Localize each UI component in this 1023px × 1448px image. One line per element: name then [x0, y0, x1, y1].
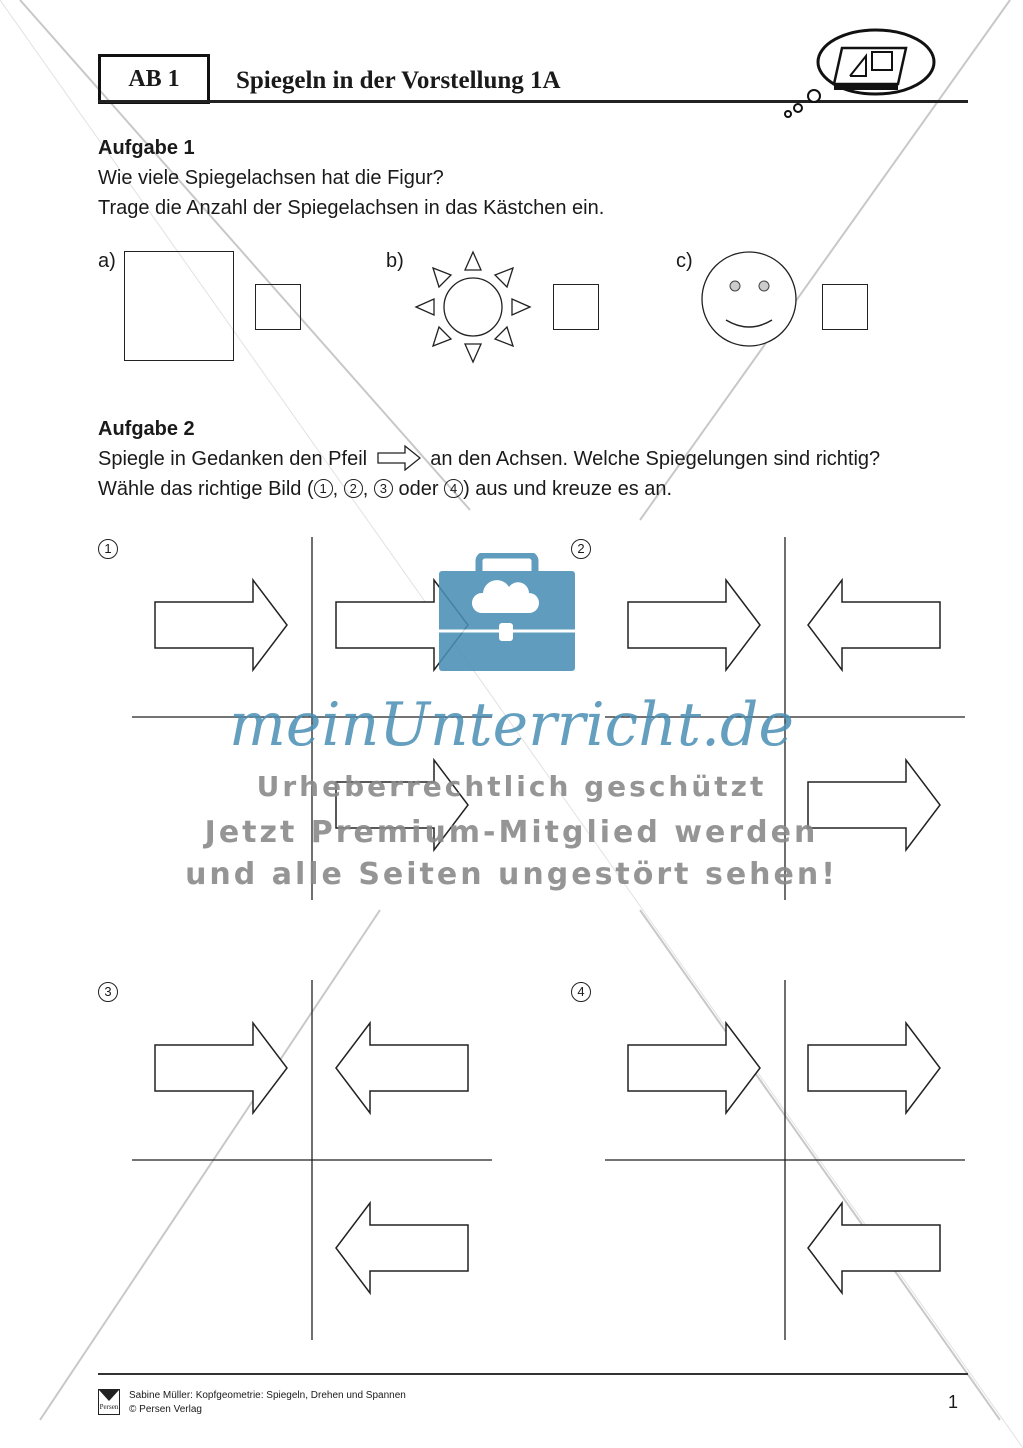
footer-rule	[98, 1373, 968, 1375]
task1-line2: Trage die Anzahl der Spiegelachsen in das Kästchen ein.	[98, 197, 605, 219]
label-a: a)	[98, 250, 116, 272]
label-b: b)	[386, 250, 404, 272]
diagram-4	[605, 980, 965, 1340]
publisher-logo	[98, 1389, 120, 1415]
diagram-num-2[interactable]: 2	[571, 539, 591, 559]
watermark-line1: Urheberrechtlich geschützt	[256, 770, 767, 803]
worksheet-badge: AB 1	[98, 54, 210, 104]
or-word: oder	[398, 478, 439, 500]
label-c: c)	[676, 250, 693, 272]
footer-line1: Sabine Müller: Kopfgeometrie: Spiegeln, Drehen und Spannen	[129, 1390, 406, 1401]
logo-text: Persen	[99, 1403, 119, 1411]
page-title: Spiegeln in der Vorstellung 1A	[236, 67, 561, 94]
page-number: 1	[948, 1392, 959, 1412]
footer-line2: © Persen Verlag	[129, 1404, 202, 1415]
watermark-line3: und alle Seiten ungestört sehen!	[185, 857, 838, 892]
sep: ,	[332, 478, 339, 500]
task1-line1: Wie viele Spiegelachsen hat die Figur?	[98, 167, 444, 189]
task1-heading: Aufgabe 1	[98, 137, 195, 159]
briefcase-cloud-icon	[437, 553, 577, 673]
task2-line2-end: ) aus und kreuze es an.	[463, 478, 673, 500]
watermark-line2: Jetzt Premium-Mitglied werden	[204, 815, 819, 850]
sep: ,	[362, 478, 369, 500]
diagram-3	[132, 980, 492, 1340]
logo-mark-icon	[99, 1390, 119, 1402]
diagram-num-3[interactable]: 3	[98, 982, 118, 1002]
diagram-num-1[interactable]: 1	[98, 539, 118, 559]
inline-num-2: 2	[344, 479, 363, 498]
diagram-num-4[interactable]: 4	[571, 982, 591, 1002]
inline-num-3: 3	[374, 479, 393, 498]
task2-line2-start: Wähle das richtige Bild (	[98, 478, 314, 500]
task2-line1-start: Spiegle in Gedanken den Pfeil	[98, 448, 368, 470]
task2-line1-end: an den Achsen. Welche Spiegelungen sind richtig?	[430, 448, 881, 470]
inline-num-1: 1	[314, 479, 333, 498]
inline-num-4: 4	[444, 479, 463, 498]
task2-heading: Aufgabe 2	[98, 418, 195, 440]
watermark-brand: meinUnterricht.de	[229, 690, 794, 760]
